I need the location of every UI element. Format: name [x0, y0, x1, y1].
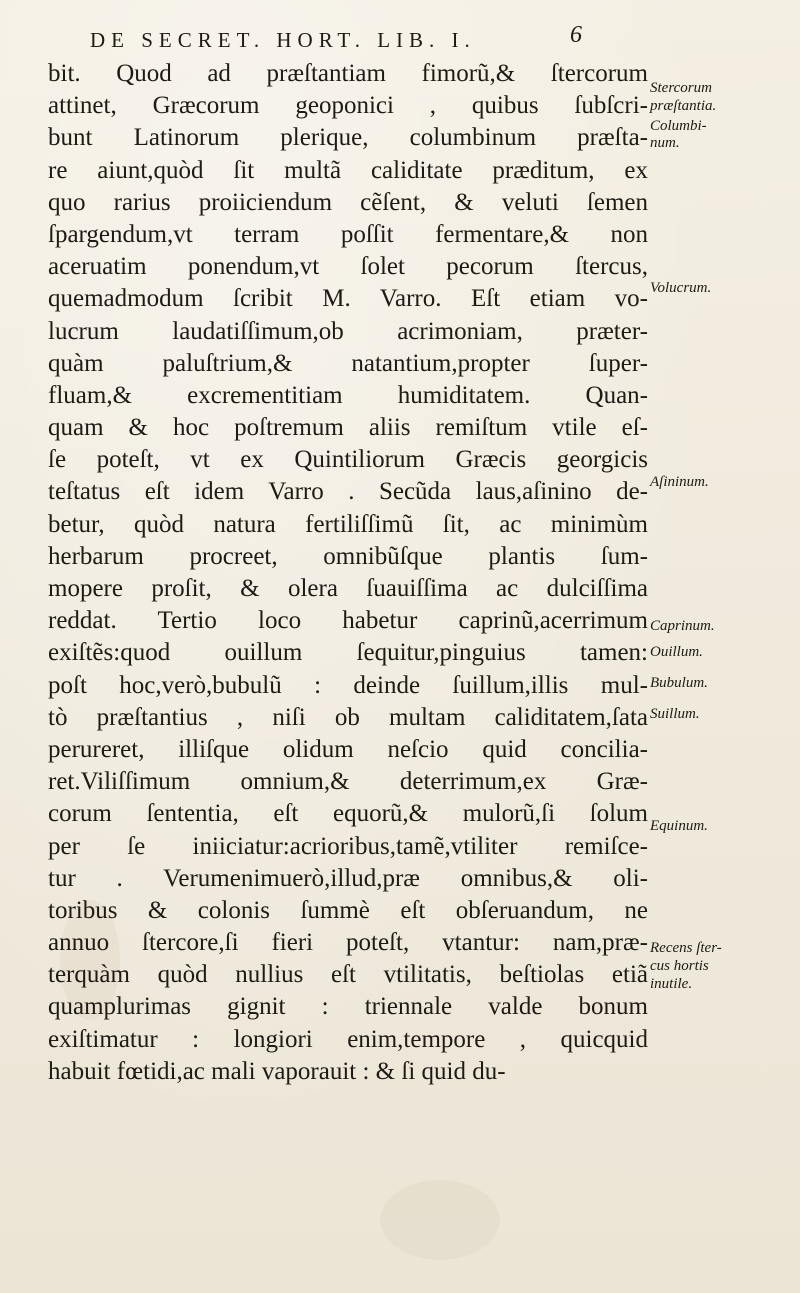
- text-line: quo rarius proiiciendum cẽſent, & veluti ſemen: [48, 188, 648, 216]
- margin-note: Recens ſter-: [650, 940, 722, 956]
- text-line: exiſtẽs:quod ouillum ſequitur,pinguius tamen:: [48, 639, 648, 667]
- text-line: ſe poteſt, vt ex Quintiliorum Græcis georgicis: [48, 446, 648, 474]
- margin-note: Volucrum.: [650, 280, 712, 296]
- text-line: herbarum procreet, omnibũſque plantis ſum-: [48, 542, 648, 570]
- margin-note: inutile.: [650, 976, 693, 992]
- margin-note: Equinum.: [650, 818, 708, 834]
- text-line: habuit fœtidi,ac mali vaporauit : & ſi quid du-: [48, 1057, 506, 1085]
- margin-note: Bubulum.: [650, 675, 708, 691]
- text-line: quàm paluſtrium,& natantium,propter ſuper-: [48, 349, 648, 377]
- running-head: [90, 22, 610, 58]
- text-line: per ſe iniiciatur:acrioribus,tamẽ,vtiliter remiſce-: [48, 832, 648, 860]
- text-line: bunt Latinorum plerique, columbinum præſta-: [48, 124, 648, 152]
- text-line: attinet, Græcorum geoponici , quibus ſubſcri-: [48, 92, 648, 120]
- margin-note: Suillum.: [650, 706, 700, 722]
- running-title: DE SECRET. HORT. LIB. I.: [90, 28, 476, 52]
- text-line: mopere proſit, & olera ſuauiſſima ac dulciſſima: [48, 575, 648, 602]
- text-line: re aiunt,quòd ſit multã caliditate præditum, ex: [48, 156, 648, 184]
- text-line: lucrum laudatiſſimum,ob acrimoniam, præter-: [48, 317, 648, 345]
- text-line: fluam,& excrementitiam humiditatem. Quan-: [48, 381, 648, 409]
- text-line: teſtatus eſt idem Varro . Secũda laus,aſinino de-: [48, 478, 648, 506]
- text-line: betur, quòd natura fertiliſſimũ ſit, ac minimùm: [48, 510, 648, 538]
- paper-stain: [380, 1180, 500, 1260]
- text-line: quamplurimas gignit : triennale valde bonum: [48, 993, 648, 1021]
- margin-note: Ouillum.: [650, 644, 703, 660]
- text-line: tur . Verumenimuerò,illud,præ omnibus,& oli-: [48, 864, 648, 892]
- text-line: annuo ſtercore,ſi fieri poteſt, vtantur: nam,præ-: [48, 929, 648, 957]
- margin-note: Columbi-: [650, 118, 707, 134]
- margin-note: præſtantia.: [650, 98, 717, 114]
- text-line: ſpargendum,vt terram poſſit fermentare,& non: [48, 220, 648, 248]
- text-line: poſt hoc,verò,bubulũ : deinde ſuillum,illis mul-: [48, 671, 648, 699]
- main-text-block: [48, 58, 648, 1088]
- text-line: terquàm quòd nullius eſt vtilitatis, beſtiolas etiã: [48, 961, 648, 989]
- margin-note: Caprinum.: [650, 618, 715, 634]
- text-line: perureret, illiſque olidum neſcio quid concilia-: [48, 735, 648, 763]
- text-line: ret.Viliſſimum omnium,& deterrimum,ex Græ-: [48, 768, 648, 796]
- margin-note: num.: [650, 135, 680, 151]
- text-line: bit. Quod ad præſtantiam fimorũ,& ſtercorum: [48, 60, 648, 87]
- page-number: 6: [570, 22, 582, 48]
- text-line: reddat. Tertio loco habetur caprinũ,acerrimum: [48, 607, 648, 635]
- margin-note: cus hortis: [650, 958, 709, 974]
- text-line: aceruatim ponendum,vt ſolet pecorum ſtercus,: [48, 253, 648, 281]
- margin-note: Stercorum: [650, 80, 712, 96]
- text-line: quemadmodum ſcribit M. Varro. Eſt etiam vo-: [48, 285, 648, 313]
- text-line: toribus & colonis ſummè eſt obſeruandum, ne: [48, 896, 648, 924]
- text-line: tò præſtantius , niſi ob multam caliditatem,ſata: [48, 703, 648, 731]
- text-line: corum ſententia, eſt equorũ,& mulorũ,ſi ſolum: [48, 800, 648, 828]
- text-line: quam & hoc poſtremum aliis remiſtum vtile eſ-: [48, 414, 648, 442]
- margin-note: Aſininum.: [650, 474, 709, 490]
- text-line: exiſtimatur : longiori enim,tempore , quicquid: [48, 1025, 648, 1053]
